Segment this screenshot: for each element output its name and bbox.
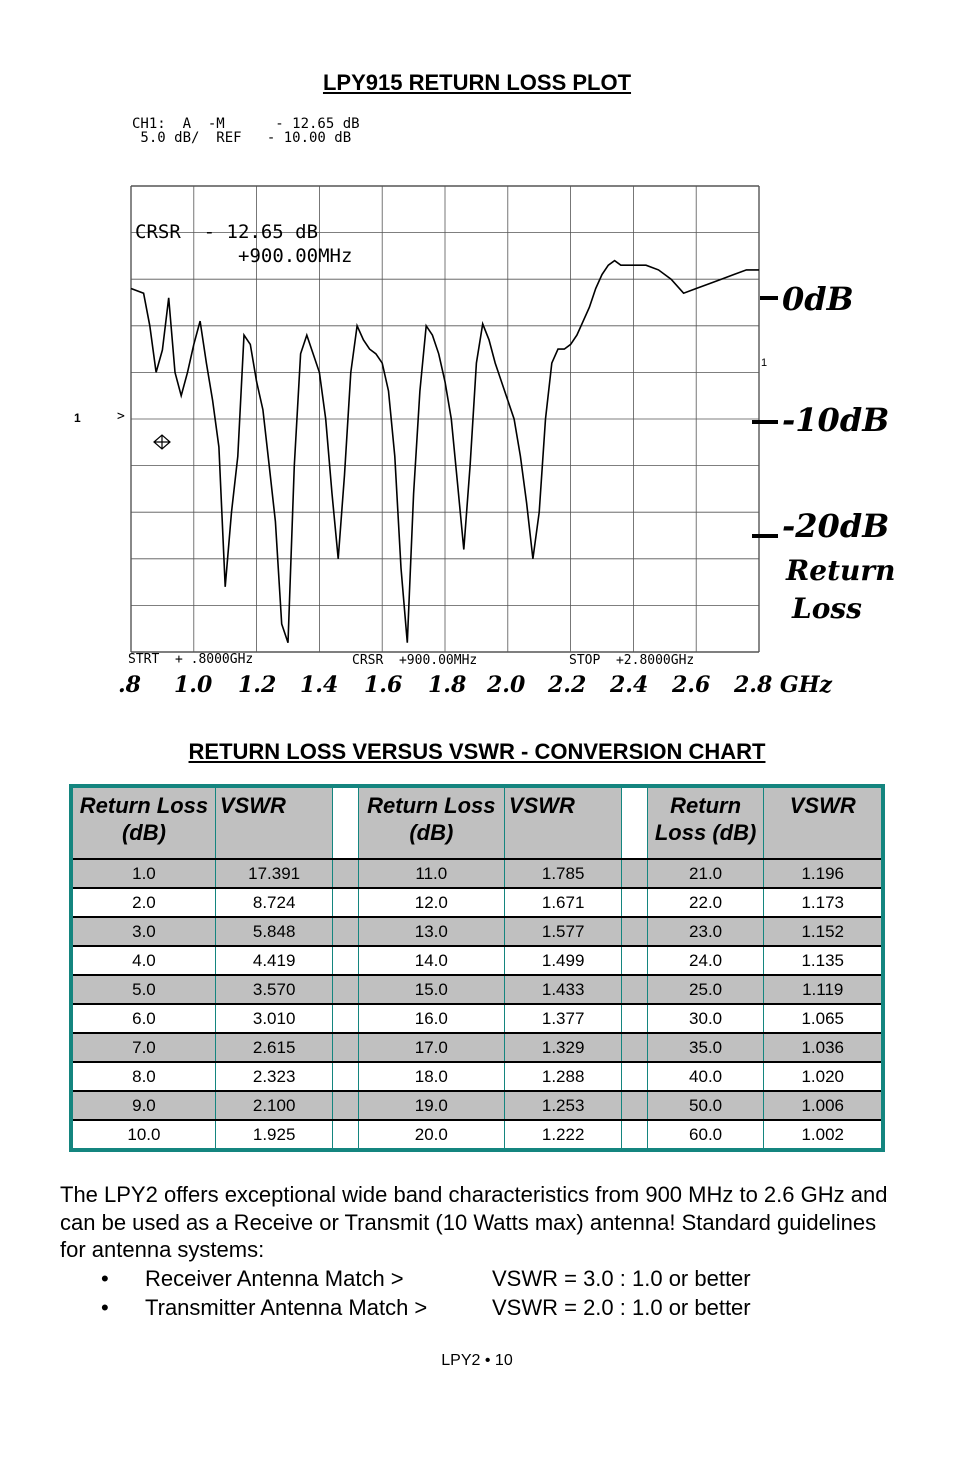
gap-cell [622, 1091, 647, 1120]
freq-label: 1.6 [364, 672, 403, 698]
return-loss-cell: 18.0 [358, 1062, 504, 1091]
vswr-cell: 1.433 [504, 975, 621, 1004]
vswr-cell: 1.577 [504, 917, 621, 946]
bullet-receiver-value: VSWR = 3.0 : 1.0 or better [492, 1266, 751, 1291]
vswr-cell: 1.135 [764, 946, 883, 975]
annot-minus20db: -20dB [782, 507, 890, 545]
return-loss-cell: 8.0 [71, 1062, 215, 1091]
return-loss-cell: 17.0 [358, 1033, 504, 1062]
header-return-loss-2: Return Loss (dB) [358, 786, 504, 859]
gap-cell [333, 1091, 358, 1120]
page-footer: LPY2 • 10 [441, 1352, 513, 1369]
gap-cell [622, 1062, 647, 1091]
bullet-transmitter-label: Transmitter Antenna Match > [145, 1295, 428, 1320]
return-loss-cell: 22.0 [647, 888, 764, 917]
freq-label: 1.2 [238, 672, 277, 698]
header-gap [333, 786, 358, 859]
vswr-cell: 1.288 [504, 1062, 621, 1091]
conversion-title: RETURN LOSS VERSUS VSWR - CONVERSION CHART [188, 739, 766, 764]
table-row [71, 946, 883, 975]
return-loss-cell: 20.0 [358, 1120, 504, 1150]
vswr-cell: 3.010 [215, 1004, 332, 1033]
freq-label: .8 [118, 672, 141, 698]
bullet-symbol: • [101, 1266, 109, 1291]
vswr-cell: 1.119 [764, 975, 883, 1004]
plot-header-line1: CH1: A -M - 12.65 dB [132, 116, 360, 132]
gap-cell [333, 888, 358, 917]
return-loss-cell: 16.0 [358, 1004, 504, 1033]
header-return-loss-1: Return Loss (dB) [71, 786, 215, 859]
plot-title: LPY915 RETURN LOSS PLOT [322, 70, 632, 95]
left-marker-label: 1 [74, 411, 81, 425]
vswr-cell: 2.323 [215, 1062, 332, 1091]
return-loss-cell: 2.0 [71, 888, 215, 917]
gap-cell [622, 888, 647, 917]
table-row [71, 1120, 883, 1150]
vswr-cell: 1.036 [764, 1033, 883, 1062]
vswr-cell: 4.419 [215, 946, 332, 975]
footer-start: STRT + .8000GHz [128, 652, 254, 667]
return-loss-cell: 11.0 [358, 859, 504, 888]
gap-cell [333, 1062, 358, 1091]
return-loss-cell: 21.0 [647, 859, 764, 888]
vswr-cell: 1.499 [504, 946, 621, 975]
table-header-row [71, 786, 883, 859]
header-gap [622, 786, 647, 859]
return-loss-cell: 24.0 [647, 946, 764, 975]
return-loss-cell: 15.0 [358, 975, 504, 1004]
return-loss-cell: 35.0 [647, 1033, 764, 1062]
freq-label: 1.0 [174, 672, 213, 698]
bullet-receiver-label: Receiver Antenna Match > [145, 1266, 404, 1291]
gap-cell [622, 859, 647, 888]
vswr-cell: 5.848 [215, 917, 332, 946]
freq-label: 2.0 [487, 672, 526, 698]
return-loss-cell: 40.0 [647, 1062, 764, 1091]
return-loss-cell: 13.0 [358, 917, 504, 946]
return-loss-plot [0, 100, 954, 710]
freq-label: 1.8 [428, 672, 467, 698]
return-loss-cell: 1.0 [71, 859, 215, 888]
return-loss-cell: 5.0 [71, 975, 215, 1004]
return-loss-cell: 25.0 [647, 975, 764, 1004]
return-loss-cell: 6.0 [71, 1004, 215, 1033]
cursor-readout-freq: +900.00MHz [238, 245, 353, 267]
annot-return: Return [786, 554, 896, 587]
gap-cell [333, 859, 358, 888]
vswr-cell: 17.391 [215, 859, 332, 888]
table-row [71, 1004, 883, 1033]
vswr-cell: 1.253 [504, 1091, 621, 1120]
right-marker-label: 1 [761, 357, 768, 369]
freq-labels [118, 672, 833, 698]
return-loss-cell: 23.0 [647, 917, 764, 946]
freq-label: 2.2 [548, 672, 587, 698]
header-vswr-3: VSWR [764, 786, 883, 859]
gap-cell [622, 1004, 647, 1033]
header-vswr-1: VSWR [215, 786, 332, 859]
return-loss-cell: 19.0 [358, 1091, 504, 1120]
table-row [71, 917, 883, 946]
vswr-cell: 1.671 [504, 888, 621, 917]
vswr-cell: 2.100 [215, 1091, 332, 1120]
gap-cell [333, 1033, 358, 1062]
description-paragraph: The LPY2 offers exceptional wide band characteristics from 900 MHz to 2.6 GHz and can be used as a Receive or Transmit (10 Watts max) antenna! Standard guidelines for antenna systems: [60, 1182, 888, 1262]
table-row [71, 888, 883, 917]
return-loss-cell: 3.0 [71, 917, 215, 946]
vswr-cell: 1.065 [764, 1004, 883, 1033]
gap-cell [622, 1033, 647, 1062]
header-return-loss-3: Return Loss (dB) [647, 786, 764, 859]
vswr-cell: 1.785 [504, 859, 621, 888]
table-row [71, 1062, 883, 1091]
return-loss-cell: 50.0 [647, 1091, 764, 1120]
vswr-cell: 1.002 [764, 1120, 883, 1150]
gap-cell [333, 975, 358, 1004]
gap-cell [622, 975, 647, 1004]
return-loss-cell: 9.0 [71, 1091, 215, 1120]
annot-minus10db: -10dB [782, 401, 890, 439]
cursor-readout-value: CRSR - 12.65 dB [135, 221, 319, 243]
freq-label: 2.6 [672, 672, 711, 698]
gap-cell [333, 1120, 358, 1150]
vswr-cell: 1.925 [215, 1120, 332, 1150]
freq-label: 1.4 [300, 672, 339, 698]
plot-header-line2: 5.0 dB/ REF - 10.00 dB [132, 130, 352, 146]
annot-loss: Loss [792, 592, 862, 625]
footer-stop: STOP +2.8000GHz [569, 653, 695, 668]
return-loss-cell: 7.0 [71, 1033, 215, 1062]
conversion-table [69, 784, 885, 1152]
vswr-cell: 1.020 [764, 1062, 883, 1091]
return-loss-cell: 60.0 [647, 1120, 764, 1150]
table-row [71, 975, 883, 1004]
vswr-cell: 1.006 [764, 1091, 883, 1120]
header-vswr-2: VSWR [504, 786, 621, 859]
table-row [71, 1033, 883, 1062]
vswr-cell: 1.377 [504, 1004, 621, 1033]
vswr-cell: 1.196 [764, 859, 883, 888]
cursor-marker [154, 435, 170, 449]
vswr-cell: 1.222 [504, 1120, 621, 1150]
left-marker-arrow: > [117, 409, 125, 424]
vswr-cell: 8.724 [215, 888, 332, 917]
return-loss-cell: 12.0 [358, 888, 504, 917]
vswr-cell: 3.570 [215, 975, 332, 1004]
gap-cell [622, 1120, 647, 1150]
gap-cell [622, 946, 647, 975]
gap-cell [333, 917, 358, 946]
return-loss-cell: 14.0 [358, 946, 504, 975]
table-row [71, 859, 883, 888]
vswr-cell: 1.173 [764, 888, 883, 917]
annot-0db: 0dB [782, 280, 854, 318]
return-loss-cell: 4.0 [71, 946, 215, 975]
table-row [71, 1091, 883, 1120]
gap-cell [622, 917, 647, 946]
gap-cell [333, 1004, 358, 1033]
vswr-cell: 2.615 [215, 1033, 332, 1062]
bullet-transmitter-value: VSWR = 2.0 : 1.0 or better [492, 1295, 751, 1320]
vswr-cell: 1.329 [504, 1033, 621, 1062]
return-loss-cell: 10.0 [71, 1120, 215, 1150]
bullet-symbol: • [101, 1295, 109, 1320]
footer-crsr: CRSR +900.00MHz [352, 653, 478, 668]
vswr-cell: 1.152 [764, 917, 883, 946]
return-loss-cell: 30.0 [647, 1004, 764, 1033]
freq-label: 2.4 [610, 672, 649, 698]
freq-label: 2.8 GHz [734, 672, 833, 698]
gap-cell [333, 946, 358, 975]
